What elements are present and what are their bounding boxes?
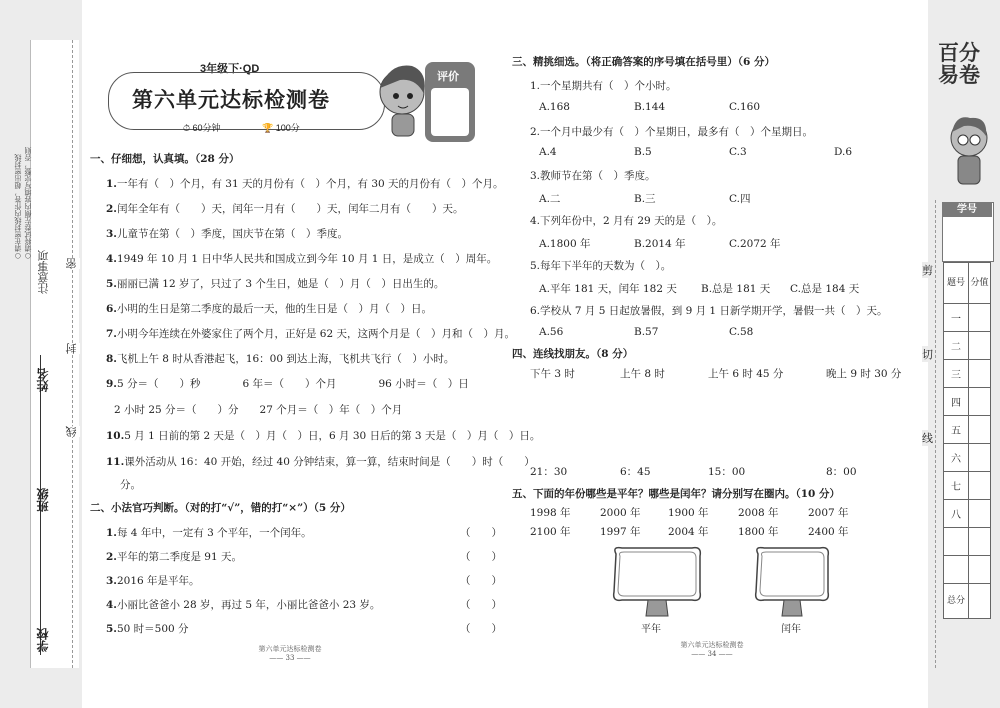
notice-line-2 — [24, 70, 40, 260]
qtext: 每 4 年中，一定有 3 个平年，一个闰年。 — [116, 527, 312, 539]
year-r1-1: 1998 年 — [530, 507, 571, 519]
s3-q3: 3.教师节在第（ ）季度。 — [530, 170, 656, 182]
qtext: 平年的第二季度是 91 天。 — [116, 551, 243, 563]
leap-year-label: 闰年 — [781, 624, 801, 635]
s1-q4 — [106, 251, 497, 266]
s1-q1 — [106, 176, 504, 191]
score-cell[interactable] — [969, 500, 991, 528]
s3-q1-opt-c[interactable]: C.160 — [729, 101, 761, 113]
cut-dashed-line — [935, 200, 936, 668]
s2-q1-answer[interactable]: （ ） — [460, 527, 502, 539]
score-row — [944, 528, 991, 556]
match-bottom-4[interactable]: 8：00 — [826, 466, 857, 478]
head-question: 题号 — [944, 263, 969, 304]
s1-q11 — [106, 454, 535, 469]
section4-heading: 四、连线找朋友。（8 分） — [512, 348, 634, 360]
row-label: 四 — [944, 388, 969, 416]
year-r2-5: 2400 年 — [808, 526, 849, 538]
score-table-head — [944, 263, 991, 304]
match-top-3[interactable]: 上午 6 时 45 分 — [708, 368, 784, 380]
year-r2-4: 1800 年 — [738, 526, 779, 538]
score-row — [944, 416, 991, 444]
section3-heading: 三、精挑细选。（将正确答案的序号填在括号里）（6 分） — [512, 56, 775, 68]
row-label — [944, 528, 969, 556]
s2-q3-answer[interactable]: （ ） — [460, 575, 502, 587]
footer-left-title: 第六单元达标检测卷 — [258, 645, 322, 653]
year-r1-5: 2007 年 — [808, 507, 849, 519]
qnum: 3. — [106, 575, 117, 587]
footer-left-page: —— 33 —— — [269, 654, 311, 662]
s3-q4: 4.下列年份中，2 月有 29 天的是（ ）。 — [530, 215, 723, 227]
exam-score — [262, 121, 300, 134]
year-r1-2: 2000 年 — [600, 507, 641, 519]
qtext: 小丽比爸爸小 28 岁，再过 5 年，小丽比爸爸小 23 岁。 — [116, 599, 381, 611]
seal-char-feng: 封 — [65, 343, 78, 354]
qnum: 8. — [106, 353, 117, 365]
s3-q6-opt-b[interactable]: B.57 — [634, 326, 659, 338]
s1-q2 — [106, 201, 463, 216]
qnum: 2. — [106, 203, 117, 215]
evaluation-label: 评价 — [437, 70, 459, 83]
s1-q10 — [106, 428, 540, 443]
s1-q5 — [106, 276, 444, 291]
common-year-frame-icon[interactable] — [608, 544, 706, 620]
score-cell[interactable] — [969, 472, 991, 500]
s1-q8 — [106, 351, 454, 366]
footer-right-title: 第六单元达标检测卷 — [680, 641, 744, 649]
s3-q2-opt-b[interactable]: B.5 — [634, 146, 652, 158]
s3-q2: 2.一个月中最少有（ ）个星期日，最多有（ ）个星期日。 — [530, 126, 814, 138]
s2-q2-answer[interactable]: （ ） — [460, 551, 502, 563]
row-label: 三 — [944, 360, 969, 388]
year-r1-3: 1900 年 — [668, 507, 709, 519]
notice-line: ○请将试卷左侧内容填写完整，否则 — [24, 147, 32, 260]
s3-q1-opt-a[interactable]: A.168 — [539, 101, 570, 113]
cut-char-jian: 剪 — [922, 264, 933, 277]
s3-q5-opt-a[interactable]: A.平年 181 天，闰年 182 天 — [539, 283, 677, 295]
row-label: 五 — [944, 416, 969, 444]
qnum: 10. — [106, 430, 125, 442]
qnum: 5. — [106, 623, 117, 635]
seal-dashed-line — [72, 40, 73, 668]
qnum: 3. — [106, 228, 117, 240]
qtext: 2016 年是平年。 — [116, 575, 200, 587]
evaluation-field[interactable] — [431, 88, 469, 136]
qtext: 5 月 1 日前的第 2 天是（ ）月（ ）日，6 月 30 日后的第 3 天是（ ）月（ ）日。 — [124, 430, 541, 442]
qtext: 1949 年 10 月 1 日中华人民共和国成立到今年 10 月 1 日，是成立（ ）周年。 — [116, 253, 498, 265]
total-cell[interactable] — [969, 584, 991, 619]
match-bottom-1[interactable]: 21：30 — [530, 466, 568, 478]
section1-heading: 一、仔细想，认真填。（28 分） — [90, 153, 240, 165]
s3-q5: 5.每年下半年的天数为（ ）。 — [530, 260, 672, 272]
s3-q4-opt-b[interactable]: B.2014 年 — [634, 238, 686, 250]
grade-tag: 3年级下·QD — [200, 63, 260, 75]
score-cell[interactable] — [969, 444, 991, 472]
s2-q2 — [106, 549, 242, 564]
qtext: 丽丽已满 12 岁了，只过了 3 个生日，她是（ ）月（ ）日出生的。 — [116, 278, 445, 290]
s2-q4-answer[interactable]: （ ） — [460, 599, 502, 611]
match-bottom-2[interactable]: 6：45 — [620, 466, 651, 478]
score-row — [944, 500, 991, 528]
s3-q3-opt-a[interactable]: A.二 — [539, 193, 561, 205]
s1-q9 — [106, 376, 469, 391]
qnum: 5. — [106, 278, 117, 290]
match-bottom-3[interactable]: 15：00 — [708, 466, 746, 478]
score-cell[interactable] — [969, 332, 991, 360]
qtext: 50 时＝500 分 — [116, 623, 189, 635]
s1-q11-line2 — [120, 477, 141, 492]
qnum: 11. — [106, 456, 125, 468]
student-id-label: 学号 — [942, 202, 992, 217]
row-label: 六 — [944, 444, 969, 472]
class-label: 班级 — [36, 488, 50, 512]
score-row — [944, 388, 991, 416]
notice-line: ○请在密封线内作答，超出密封线 — [14, 154, 22, 260]
cut-char-qie: 切 — [922, 348, 933, 361]
page-number: 34 — [707, 650, 717, 658]
s1-q9-line2 — [114, 402, 402, 417]
qtext: 课外活动从 16：40 开始，经过 40 分钟结束，算一算，结束时间是（ ）时（ ） — [124, 456, 535, 468]
qtext: 飞机上午 8 时从香港起飞，16：00 到达上海，飞机共飞行（ ）小时。 — [116, 353, 455, 365]
common-year-label: 平年 — [641, 624, 661, 635]
row-label: 七 — [944, 472, 969, 500]
s2-q1 — [106, 525, 312, 540]
score-cell[interactable] — [969, 556, 991, 584]
s1-q6 — [106, 301, 432, 316]
qtext: 儿童节在第（ ）季度，国庆节在第（ ）季度。 — [116, 228, 348, 240]
score-row — [944, 304, 991, 332]
year-r2-1: 2100 年 — [530, 526, 571, 538]
score-cell[interactable] — [969, 416, 991, 444]
clock-icon: ⏱ — [183, 123, 191, 133]
s2-q4 — [106, 597, 380, 612]
s1-q7 — [106, 326, 515, 341]
name-label: 姓名 — [36, 368, 50, 392]
cartoon-boy-icon — [944, 110, 994, 190]
head-points: 分值 — [969, 263, 991, 304]
section5-heading: 五、下面的年份哪些是平年？哪些是闰年？请分别写在圈内。（10 分） — [512, 488, 841, 500]
score-row — [944, 444, 991, 472]
qnum: 6. — [106, 303, 117, 315]
s3-q2-opt-a[interactable]: A.4 — [539, 146, 557, 158]
row-label: 一 — [944, 304, 969, 332]
brand-logo: 百分易卷 — [938, 41, 980, 87]
s2-q5 — [106, 621, 189, 636]
total-label: 总分 — [944, 584, 969, 619]
row-label — [944, 556, 969, 584]
total-row — [944, 584, 991, 619]
s2-q5-answer[interactable]: （ ） — [460, 623, 502, 635]
score-table — [943, 262, 991, 619]
score-cell[interactable] — [969, 304, 991, 332]
exam-time — [183, 121, 221, 134]
s3-q2-opt-d[interactable]: D.6 — [834, 146, 853, 158]
match-top-2[interactable]: 上午 8 时 — [620, 368, 665, 380]
trophy-icon: 🏆 — [262, 123, 274, 133]
s3-q3-opt-c[interactable]: C.四 — [729, 193, 751, 205]
qtext: 分。 — [120, 479, 141, 491]
student-id-field[interactable] — [946, 220, 988, 256]
qnum: 9. — [106, 378, 117, 390]
cartoon-girl-icon — [370, 52, 432, 142]
qtext: 小明今年连续在外婆家住了两个月，正好是 62 天，这两个月是（ ）月和（ ）月。 — [116, 328, 516, 340]
match-top-1[interactable]: 下午 3 时 — [530, 368, 575, 380]
seal-char-xian: 线 — [65, 426, 78, 437]
s3-q4-opt-a[interactable]: A.1800 年 — [539, 238, 591, 250]
leap-year-frame-icon[interactable] — [750, 544, 834, 620]
s3-q6-opt-a[interactable]: A.56 — [539, 326, 564, 338]
score-value: 100分 — [275, 123, 300, 133]
s3-q6: 6.学校从 7 月 5 日起放暑假，到 9 月 1 日新学期开学，暑假一共（ ）天。 — [530, 305, 888, 317]
s3-q5-opt-b[interactable]: B.总是 181 天 — [701, 283, 771, 295]
time-value: 60分钟 — [192, 123, 221, 133]
s3-q5-opt-c[interactable]: C.总是 184 天 — [790, 283, 860, 295]
page-number: 33 — [285, 654, 295, 662]
qnum: 4. — [106, 599, 117, 611]
s2-q3 — [106, 573, 200, 588]
notice-label: 注意事项 — [37, 250, 50, 294]
score-row — [944, 556, 991, 584]
score-row — [944, 332, 991, 360]
qnum: 4. — [106, 253, 117, 265]
s1-q3 — [106, 226, 348, 241]
qtext: 小明的生日是第二季度的最后一天，他的生日是（ ）月（ ）日。 — [116, 303, 432, 315]
s3-q1-opt-b[interactable]: B.144 — [634, 101, 666, 113]
qnum: 2. — [106, 551, 117, 563]
score-cell[interactable] — [969, 528, 991, 556]
row-label: 八 — [944, 500, 969, 528]
footer-right-page: —— 34 —— — [691, 650, 733, 658]
year-r1-4: 2008 年 — [738, 507, 779, 519]
year-r2-3: 2004 年 — [668, 526, 709, 538]
section2-heading: 二、小法官巧判断。（对的打“√”，错的打“×”）（5 分） — [90, 502, 351, 514]
seal-char-mi: 密 — [65, 258, 78, 269]
year-r2-2: 1997 年 — [600, 526, 641, 538]
school-label: 学校 — [36, 628, 50, 652]
qnum: 1. — [106, 178, 117, 190]
qtext: 2 小时 25 分＝（ ）分 27 个月＝（ ）年（ ）个月 — [114, 404, 403, 416]
qnum: 7. — [106, 328, 117, 340]
row-label: 二 — [944, 332, 969, 360]
score-cell[interactable] — [969, 360, 991, 388]
s3-q4-opt-c[interactable]: C.2072 年 — [729, 238, 781, 250]
page-title: 第六单元达标检测卷 — [132, 88, 330, 112]
s3-q1: 1.一个星期共有（ ）个小时。 — [530, 80, 677, 92]
qnum: 1. — [106, 527, 117, 539]
match-top-4[interactable]: 晚上 9 时 30 分 — [826, 368, 902, 380]
cut-char-xian: 线 — [922, 432, 933, 445]
qtext: 闰年全年有（ ）天，闰年一月有（ ）天，闰年二月有（ ）天。 — [116, 203, 464, 215]
s3-q6-opt-c[interactable]: C.58 — [729, 326, 754, 338]
qtext: 一年有（ ）个月，有 31 天的月份有（ ）个月，有 30 天的月份有（ ）个月。 — [116, 178, 504, 190]
qtext: 5 分＝（ ）秒 6 年＝（ ）个月 96 小时＝（ ）日 — [116, 378, 469, 390]
score-row — [944, 472, 991, 500]
s3-q2-opt-c[interactable]: C.3 — [729, 146, 747, 158]
s3-q3-opt-b[interactable]: B.三 — [634, 193, 656, 205]
score-cell[interactable] — [969, 388, 991, 416]
score-row — [944, 360, 991, 388]
